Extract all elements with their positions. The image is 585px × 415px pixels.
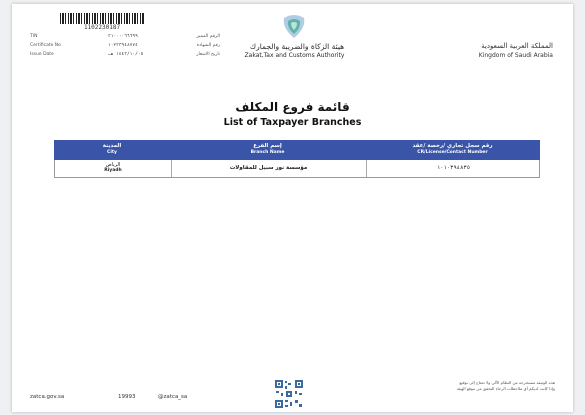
kingdom-name-ar: المملكة العربية السعودية	[481, 42, 553, 50]
cell-cr-number: ١٠١٠٣٩٤٨٣٥	[436, 165, 471, 171]
kingdom-name-en: Kingdom of Saudi Arabia	[478, 52, 553, 59]
document-title-en: List of Taxpayer Branches	[223, 117, 362, 128]
meta-certificate	[30, 43, 220, 51]
footer-website[interactable]: zatca.gov.sa	[30, 394, 65, 400]
column-header-ar: إسم الفرع	[253, 143, 282, 149]
column-header-en: CR/License/Contact Number	[417, 150, 488, 155]
meta-label: Certificate No	[30, 43, 61, 48]
column-header-branch-name	[170, 140, 365, 160]
meta-value: ٣١٠٠٠٠٦٦٦٩٩	[108, 34, 138, 39]
column-header-cr-number	[365, 140, 540, 160]
document-title-ar: قائمة فروع المكلف	[235, 100, 350, 114]
meta-value: ١٤٤٣/١٠/٠٥ هـ	[108, 52, 144, 57]
column-header-city	[54, 140, 170, 160]
cell-city	[55, 160, 171, 177]
barcode-number: 1102230187	[60, 24, 144, 31]
meta-label-ar: تاريخ الاشعار	[196, 52, 220, 57]
meta-label: TIN	[30, 34, 38, 39]
zatca-logo-icon	[280, 12, 308, 40]
city-ar: الرياض	[105, 162, 121, 168]
table-header	[54, 140, 540, 160]
meta-tin	[30, 34, 220, 42]
authority-name-ar: هيئة الزكاة والضريبة والجمارك	[249, 42, 345, 51]
table-row	[54, 160, 540, 178]
column-header-en: City	[107, 150, 117, 155]
meta-label: Issue Date	[30, 52, 54, 57]
meta-value: ١٠٢٣٣٩٤٨٧٧٤	[108, 43, 138, 48]
meta-label-ar: الرقم المميز	[196, 34, 220, 39]
meta-issue-date	[30, 52, 220, 60]
cell-branch-name: مؤسسة نور سبيل للمقاولات	[229, 165, 308, 171]
footer-disclaimer-line: وإذا كانت لديكم أي ملاحظات الرجاء التحقق من موقع الهيئة	[456, 386, 555, 391]
document-page	[12, 4, 573, 412]
meta-label-ar: رقم الشهادة	[196, 43, 220, 48]
column-header-ar: المدينة	[102, 143, 122, 149]
column-header-en: Branch Name	[250, 150, 285, 155]
city-en: Riyadh	[104, 168, 122, 173]
branches-table	[54, 140, 540, 178]
footer-disclaimer	[385, 380, 555, 392]
qr-code-icon	[274, 379, 304, 409]
footer-phone: 19993	[118, 394, 136, 400]
authority-name-en: Zakat,Tax and Customs Authority	[244, 52, 345, 59]
footer-disclaimer-line: هذه الوثيقة مستخرجة من النظام الآلي ولا تحتاج إلى توقيع	[459, 380, 555, 385]
column-header-ar: رقم سجل تجاري /رخصة /عقد	[412, 143, 493, 149]
footer-social[interactable]: @zatca_sa	[158, 394, 188, 400]
